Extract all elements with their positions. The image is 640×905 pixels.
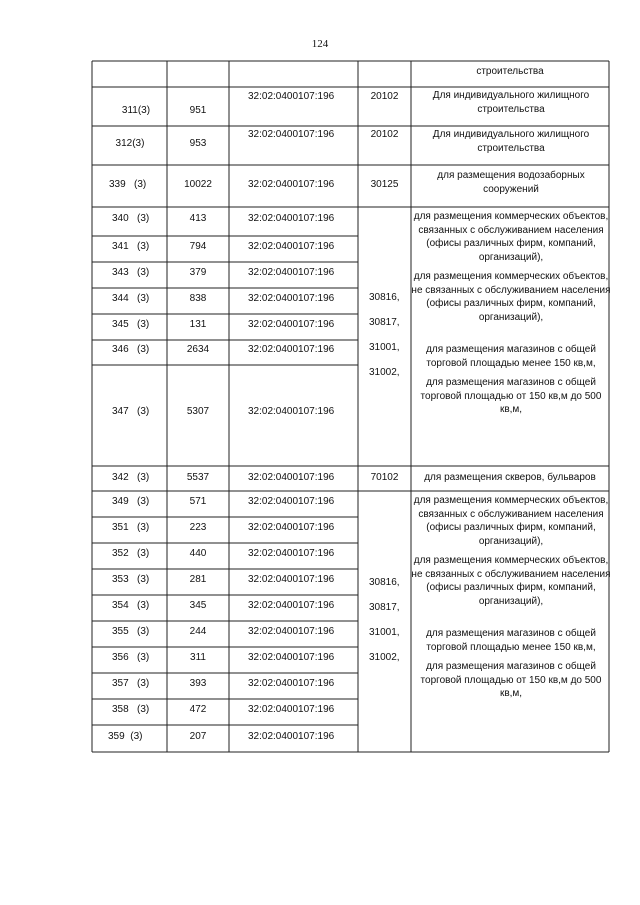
row-area: 223 xyxy=(189,522,207,533)
row-cadastral: 32:02:0400107:196 xyxy=(248,574,335,585)
row-area: 311 xyxy=(190,652,206,663)
row-cadastral: 32:02:0400107:196 xyxy=(248,293,335,304)
row-description: Для индивидуального жилищного строительства xyxy=(432,129,590,154)
row-area: 838 xyxy=(189,293,207,304)
row-cadastral: 32:02:0400107:196 xyxy=(248,731,335,742)
description-paragraph: для размещения магазинов с общей торговой площадью менее 150 кв,м, xyxy=(426,628,596,653)
group-description xyxy=(411,494,611,701)
row-description: для размещения водозаборных сооружений xyxy=(437,170,585,195)
row-number: 312(3) xyxy=(115,138,145,149)
row-number: 355 (3) xyxy=(112,626,150,637)
row-description: для размещения скверов, бульваров xyxy=(424,472,596,483)
row-area: 440 xyxy=(189,548,207,559)
row-code: 70102 xyxy=(370,472,399,483)
row-cadastral: 32:02:0400107:196 xyxy=(248,522,335,533)
row-number: 347 (3) xyxy=(112,406,150,417)
row-code: 30125 xyxy=(370,179,399,190)
group-code: 31002, xyxy=(369,367,400,378)
description-paragraph: для размещения коммерческих объектов, связанных с обслуживанием населения (офисы различных фирм, компаний, организаций), xyxy=(413,211,609,263)
row-number: 342 (3) xyxy=(112,472,150,483)
description-paragraph: для размещения коммерческих объектов, не связанных с обслуживанием населения (офисы различных фирм, компаний, организаций), xyxy=(411,555,611,607)
row-number: 358 (3) xyxy=(112,704,150,715)
row-number: 357 (3) xyxy=(112,678,150,689)
row-area: 472 xyxy=(189,704,207,715)
row-cadastral: 32:02:0400107:196 xyxy=(248,91,335,102)
row-description: Для индивидуального жилищного строительства xyxy=(432,90,590,115)
row-cadastral: 32:02:0400107:196 xyxy=(248,129,335,140)
row-area: 10022 xyxy=(184,179,212,190)
description-paragraph: для размещения коммерческих объектов, не связанных с обслуживанием населения (офисы различных фирм, компаний, организаций), xyxy=(411,271,611,323)
row-cadastral: 32:02:0400107:196 xyxy=(248,213,335,224)
row-number: 352 (3) xyxy=(112,548,150,559)
row-cadastral: 32:02:0400107:196 xyxy=(248,179,335,190)
row-area: 131 xyxy=(189,319,207,330)
row-number: 353 (3) xyxy=(112,574,150,585)
row-number: 346 (3) xyxy=(112,344,150,355)
row-code: 20102 xyxy=(370,129,399,140)
row-area: 413 xyxy=(189,213,207,224)
row-cadastral: 32:02:0400107:196 xyxy=(248,626,335,637)
group-code: 31001, xyxy=(369,627,400,638)
row-cadastral: 32:02:0400107:196 xyxy=(248,241,335,252)
row-cadastral: 32:02:0400107:196 xyxy=(248,548,335,559)
row-cadastral: 32:02:0400107:196 xyxy=(248,267,335,278)
description-paragraph: для размещения магазинов с общей торговой площадью от 150 кв,м до 500 кв,м, xyxy=(420,661,602,699)
row-area: 5537 xyxy=(186,472,210,483)
row-area: 207 xyxy=(189,731,207,742)
row-area: 345 xyxy=(189,600,207,611)
row-description: строительства xyxy=(476,66,544,77)
row-number: 341 (3) xyxy=(112,241,150,252)
row-area: 2634 xyxy=(186,344,210,355)
row-area: 379 xyxy=(189,267,207,278)
row-cadastral: 32:02:0400107:196 xyxy=(248,600,335,611)
group-code: 30817, xyxy=(369,602,400,613)
group-code: 30816, xyxy=(369,292,400,303)
row-number: 359 (3) xyxy=(108,731,143,742)
row-area: 244 xyxy=(189,626,207,637)
row-number: 344 (3) xyxy=(112,293,150,304)
group-code: 31002, xyxy=(369,652,400,663)
row-area: 393 xyxy=(189,678,207,689)
row-cadastral: 32:02:0400107:196 xyxy=(248,496,335,507)
row-cadastral: 32:02:0400107:196 xyxy=(248,406,335,417)
group-code: 30816, xyxy=(369,577,400,588)
row-number: 351 (3) xyxy=(112,522,150,533)
row-area: 5307 xyxy=(186,406,210,417)
row-number: 345 (3) xyxy=(112,319,150,330)
row-number: 339 (3) xyxy=(109,179,147,190)
description-paragraph: для размещения магазинов с общей торговой площадью менее 150 кв,м, xyxy=(426,344,596,369)
row-area: 953 xyxy=(189,138,207,149)
group-code: 30817, xyxy=(369,317,400,328)
page-number: 124 xyxy=(311,38,329,50)
row-cadastral: 32:02:0400107:196 xyxy=(248,472,335,483)
row-number: 343 (3) xyxy=(112,267,150,278)
description-paragraph: для размещения коммерческих объектов, связанных с обслуживанием населения (офисы различных фирм, компаний, организаций), xyxy=(413,495,609,547)
row-cadastral: 32:02:0400107:196 xyxy=(248,319,335,330)
row-cadastral: 32:02:0400107:196 xyxy=(248,344,335,355)
row-area: 281 xyxy=(189,574,207,585)
row-area: 951 xyxy=(189,105,207,116)
row-number: 349 (3) xyxy=(112,496,150,507)
row-number: 311(3) xyxy=(121,105,151,116)
row-area: 794 xyxy=(189,241,207,252)
row-number: 356 (3) xyxy=(112,652,150,663)
row-cadastral: 32:02:0400107:196 xyxy=(248,704,335,715)
row-cadastral: 32:02:0400107:196 xyxy=(248,652,335,663)
row-area: 571 xyxy=(189,496,207,507)
description-paragraph: для размещения магазинов с общей торговой площадью от 150 кв,м до 500 кв,м, xyxy=(420,377,602,415)
row-number: 340 (3) xyxy=(112,213,150,224)
row-code: 20102 xyxy=(370,91,399,102)
group-code: 31001, xyxy=(369,342,400,353)
group-description xyxy=(411,210,611,417)
row-cadastral: 32:02:0400107:196 xyxy=(248,678,335,689)
row-number: 354 (3) xyxy=(112,600,150,611)
